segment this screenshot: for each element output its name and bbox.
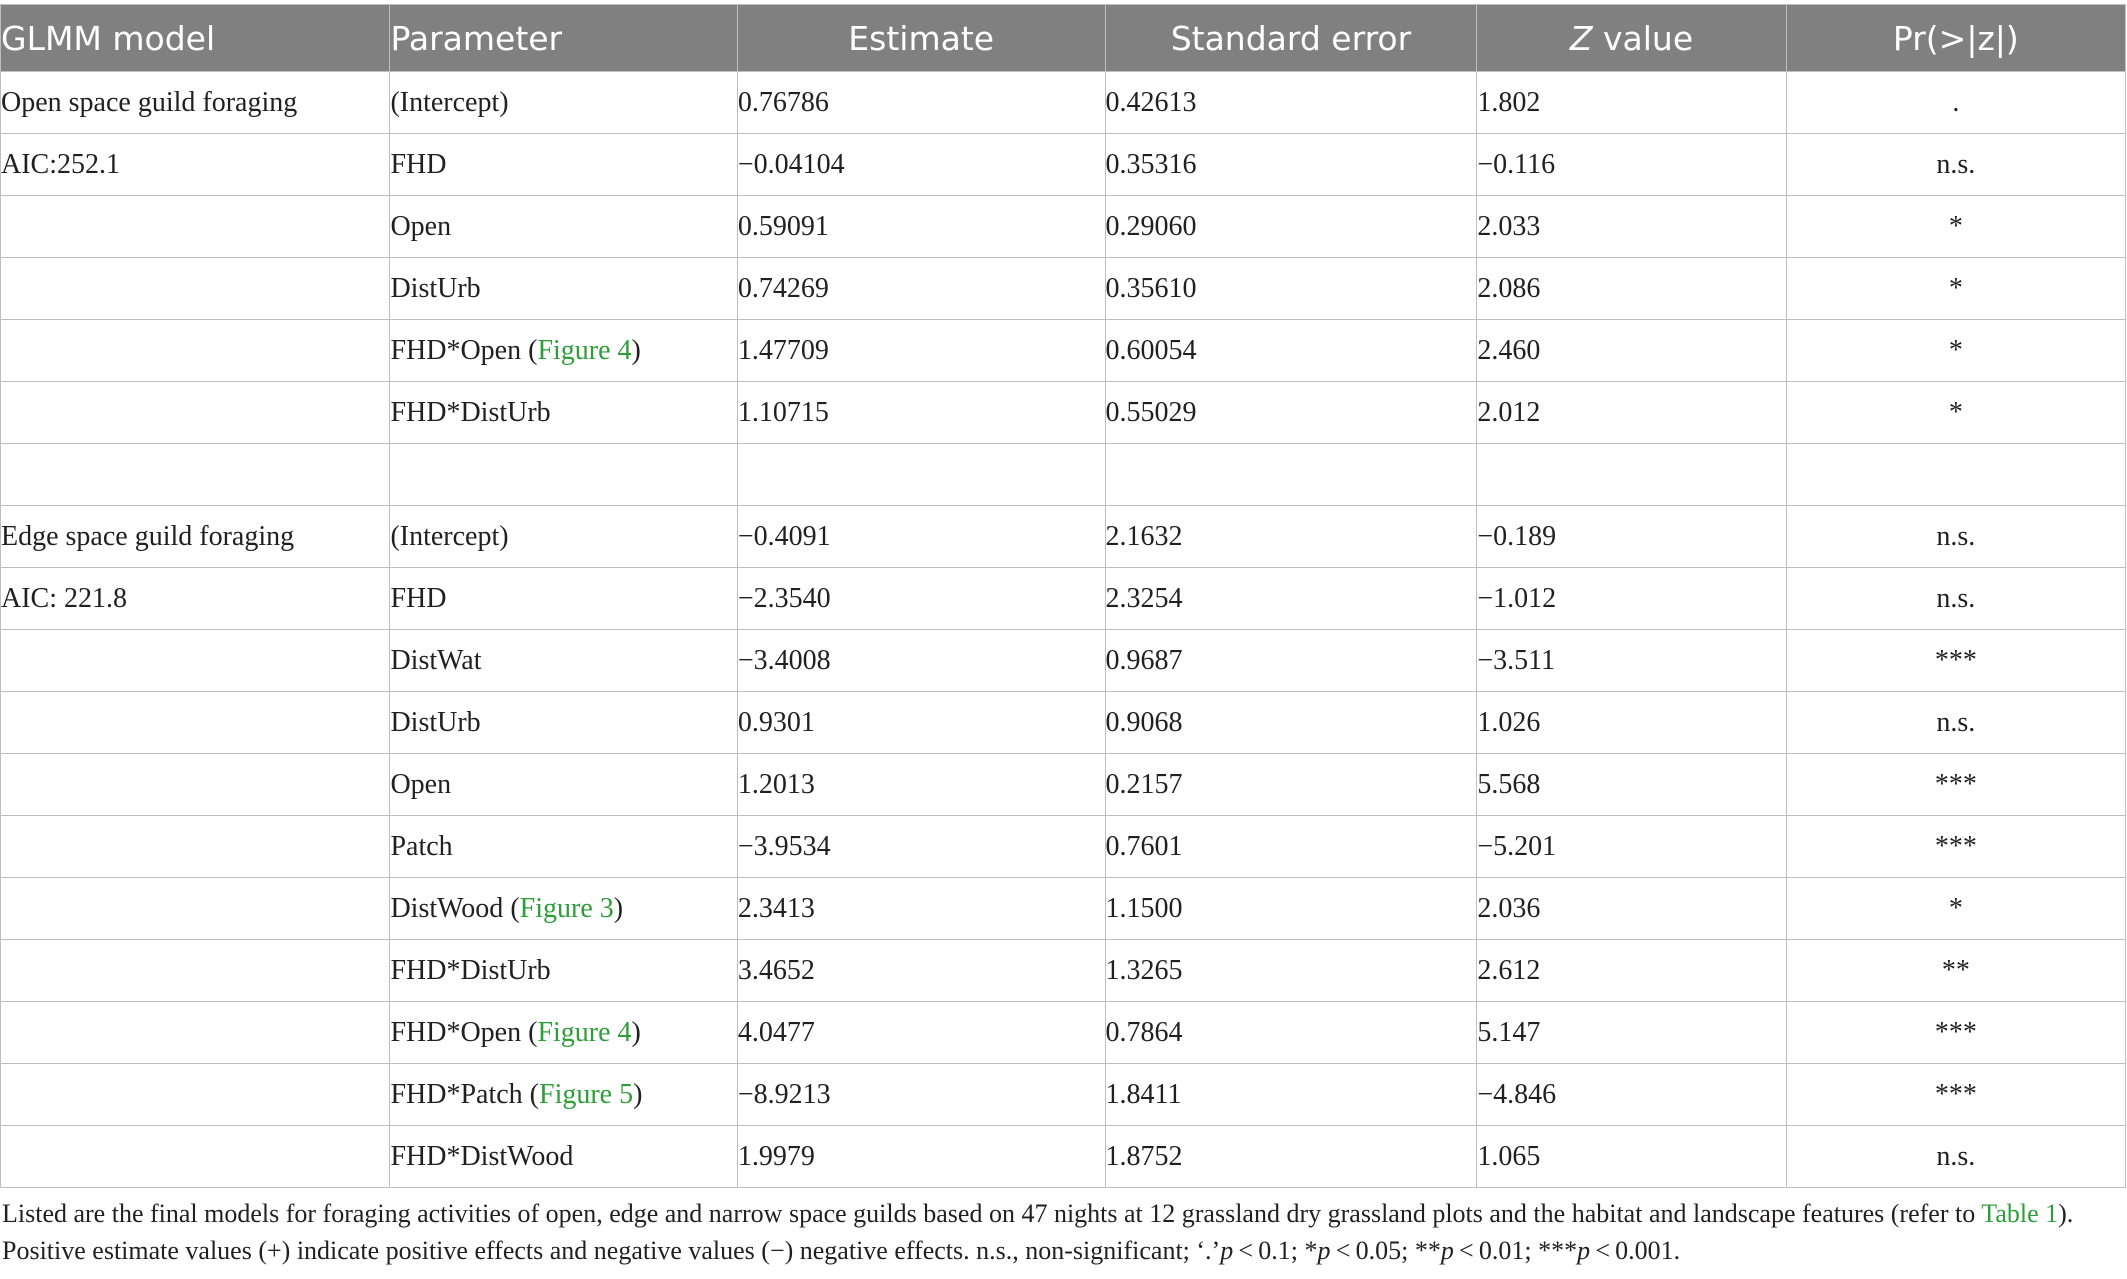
cell-pr: n.s. (1786, 506, 2125, 568)
cell-parameter (390, 940, 737, 1002)
cell-standard-error: 1.8752 (1105, 1126, 1477, 1188)
header-parameter: Parameter (390, 5, 737, 72)
cell-z-value: 1.026 (1477, 692, 1786, 754)
cell-estimate: −8.9213 (737, 1064, 1105, 1126)
cell-pr: n.s. (1786, 134, 2125, 196)
cell-z-value: 2.012 (1477, 382, 1786, 444)
figure-link[interactable]: Figure 5 (539, 1078, 634, 1110)
footnote-threshold-4: < 0.001. (1590, 1236, 1681, 1265)
cell-model (1, 444, 390, 506)
cell-pr: n.s. (1786, 1126, 2125, 1188)
cell-standard-error (1105, 444, 1477, 506)
table-footnote (2, 1195, 2112, 1269)
cell-pr: * (1786, 196, 2125, 258)
header-glmm-model: GLMM model (1, 5, 390, 72)
footnote-table-link[interactable]: Table 1 (1981, 1199, 2059, 1228)
cell-estimate (737, 444, 1105, 506)
header-standard-error: Standard error (1105, 5, 1477, 72)
cell-pr (1786, 444, 2125, 506)
cell-parameter: DistWood (Figure 3) (390, 878, 737, 940)
cell-pr: *** (1786, 630, 2125, 692)
cell-z-value (1477, 444, 1786, 506)
cell-parameter (390, 568, 737, 630)
cell-z-value: 2.612 (1477, 940, 1786, 1002)
cell-pr: n.s. (1786, 568, 2125, 630)
parameter-name: FHD*Open (390, 334, 522, 366)
cell-standard-error: 1.3265 (1105, 940, 1477, 1002)
parameter-name: FHD*DistWood (390, 1140, 574, 1172)
cell-model (1, 816, 390, 878)
cell-pr: ** (1786, 940, 2125, 1002)
cell-model (1, 1126, 390, 1188)
parameter-name: DistUrb (390, 706, 481, 738)
header-z-value (1477, 5, 1786, 72)
cell-pr: *** (1786, 816, 2125, 878)
cell-parameter (390, 1126, 737, 1188)
cell-estimate: 1.2013 (737, 754, 1105, 816)
cell-model (1, 630, 390, 692)
figure-link[interactable]: Figure 4 (537, 334, 632, 366)
table-row (1, 134, 2126, 196)
cell-z-value: 2.033 (1477, 196, 1786, 258)
cell-estimate: 1.9979 (737, 1126, 1105, 1188)
parameter-name: FHD*Patch (390, 1078, 523, 1110)
cell-pr: * (1786, 382, 2125, 444)
cell-pr: *** (1786, 1002, 2125, 1064)
cell-model (1, 320, 390, 382)
cell-estimate: −3.4008 (737, 630, 1105, 692)
cell-parameter (390, 630, 737, 692)
cell-model (1, 1064, 390, 1126)
table-row (1, 258, 2126, 320)
cell-standard-error: 0.9687 (1105, 630, 1477, 692)
cell-standard-error: 0.35316 (1105, 134, 1477, 196)
cell-pr: *** (1786, 1064, 2125, 1126)
parameter-name: FHD (390, 582, 447, 614)
cell-model (1, 878, 390, 940)
cell-parameter (390, 506, 737, 568)
cell-z-value: −4.846 (1477, 1064, 1786, 1126)
cell-parameter: FHD*Open (Figure 4) (390, 320, 737, 382)
table-row (1, 568, 2126, 630)
cell-standard-error: 0.2157 (1105, 754, 1477, 816)
cell-parameter (390, 692, 737, 754)
footnote-threshold-1: < 0.1; * (1233, 1236, 1318, 1265)
cell-z-value: 2.086 (1477, 258, 1786, 320)
header-z-letter: Z (1569, 18, 1593, 58)
cell-parameter (390, 134, 737, 196)
parameter-name: Open (390, 210, 452, 242)
cell-standard-error: 0.7601 (1105, 816, 1477, 878)
cell-estimate: 1.10715 (737, 382, 1105, 444)
parameter-name: (Intercept) (390, 520, 509, 552)
cell-estimate: 0.9301 (737, 692, 1105, 754)
cell-z-value: −0.116 (1477, 134, 1786, 196)
parameter-name: Patch (390, 830, 453, 862)
cell-standard-error: 2.3254 (1105, 568, 1477, 630)
table-row (1, 940, 2126, 1002)
cell-parameter (390, 72, 737, 134)
cell-pr: * (1786, 258, 2125, 320)
cell-parameter (390, 754, 737, 816)
table-row (1, 320, 2126, 382)
cell-estimate: 1.47709 (737, 320, 1105, 382)
cell-z-value: −1.012 (1477, 568, 1786, 630)
cell-model (1, 940, 390, 1002)
footnote-threshold-2: < 0.05; ** (1330, 1236, 1441, 1265)
figure-link[interactable]: Figure 3 (519, 892, 614, 924)
table-row (1, 1002, 2126, 1064)
cell-parameter (390, 258, 737, 320)
table-row (1, 1064, 2126, 1126)
cell-z-value: 5.568 (1477, 754, 1786, 816)
figure-link[interactable]: Figure 4 (537, 1016, 632, 1048)
footnote-p-4: p (1577, 1236, 1591, 1265)
cell-standard-error: 0.55029 (1105, 382, 1477, 444)
cell-z-value: −0.189 (1477, 506, 1786, 568)
cell-z-value: −5.201 (1477, 816, 1786, 878)
cell-estimate: 0.59091 (737, 196, 1105, 258)
parameter-name: FHD (390, 148, 447, 180)
cell-model (1, 382, 390, 444)
cell-model: AIC:252.1 (1, 134, 390, 196)
cell-estimate: 3.4652 (737, 940, 1105, 1002)
parameter-name: FHD*DistUrb (390, 954, 551, 986)
table-row (1, 816, 2126, 878)
cell-model: Open space guild foraging (1, 72, 390, 134)
cell-z-value: 2.036 (1477, 878, 1786, 940)
header-row (1, 5, 2126, 72)
cell-model (1, 754, 390, 816)
parameter-name: Open (390, 768, 452, 800)
cell-parameter (390, 196, 737, 258)
cell-estimate: −0.4091 (737, 506, 1105, 568)
cell-estimate: −3.9534 (737, 816, 1105, 878)
cell-standard-error: 0.29060 (1105, 196, 1477, 258)
header-z-suffix: value (1592, 18, 1694, 58)
cell-estimate: −2.3540 (737, 568, 1105, 630)
cell-z-value: 2.460 (1477, 320, 1786, 382)
parameter-name: DistWood (390, 892, 504, 924)
footnote-p-3: p (1440, 1236, 1454, 1265)
cell-estimate: 2.3413 (737, 878, 1105, 940)
table-row (1, 444, 2126, 506)
table-body (1, 72, 2126, 1188)
footnote-p-1: p (1220, 1236, 1234, 1265)
cell-parameter: FHD*Patch (Figure 5) (390, 1064, 737, 1126)
footnote-text-2: ). Positive estimate values (+) indicate positive effects and negative values (−) negative effects. n.s., non-significant; ‘.’ (2, 1199, 2074, 1265)
cell-pr: . (1786, 72, 2125, 134)
cell-standard-error: 1.8411 (1105, 1064, 1477, 1126)
cell-estimate: 4.0477 (737, 1002, 1105, 1064)
cell-model (1, 692, 390, 754)
cell-model (1, 196, 390, 258)
cell-parameter (390, 444, 737, 506)
header-estimate: Estimate (737, 5, 1105, 72)
cell-pr: * (1786, 878, 2125, 940)
footnote-p-2: p (1317, 1236, 1331, 1265)
parameter-name: DistUrb (390, 272, 481, 304)
cell-standard-error: 0.35610 (1105, 258, 1477, 320)
cell-model (1, 1002, 390, 1064)
cell-model: Edge space guild foraging (1, 506, 390, 568)
cell-pr: *** (1786, 754, 2125, 816)
table-row (1, 754, 2126, 816)
cell-pr: * (1786, 320, 2125, 382)
cell-z-value: −3.511 (1477, 630, 1786, 692)
cell-model (1, 258, 390, 320)
parameter-name: DistWat (390, 644, 482, 676)
parameter-name: FHD*DistUrb (390, 396, 551, 428)
cell-standard-error: 1.1500 (1105, 878, 1477, 940)
footnote-threshold-3: < 0.01; *** (1453, 1236, 1578, 1265)
table-row (1, 72, 2126, 134)
glmm-table-container (0, 4, 2127, 1188)
cell-parameter (390, 816, 737, 878)
table-row (1, 506, 2126, 568)
cell-z-value: 1.802 (1477, 72, 1786, 134)
table-row (1, 1126, 2126, 1188)
cell-estimate: 0.74269 (737, 258, 1105, 320)
table-row (1, 692, 2126, 754)
header-pr: Pr(>|z|) (1786, 5, 2125, 72)
cell-parameter: FHD*Open (Figure 4) (390, 1002, 737, 1064)
parameter-name: (Intercept) (390, 86, 509, 118)
glmm-results-table (0, 4, 2126, 1188)
parameter-name: FHD*Open (390, 1016, 522, 1048)
table-row (1, 382, 2126, 444)
cell-model: AIC: 221.8 (1, 568, 390, 630)
table-row (1, 878, 2126, 940)
cell-standard-error: 0.9068 (1105, 692, 1477, 754)
cell-estimate: 0.76786 (737, 72, 1105, 134)
cell-estimate: −0.04104 (737, 134, 1105, 196)
table-row (1, 630, 2126, 692)
cell-standard-error: 0.42613 (1105, 72, 1477, 134)
cell-z-value: 1.065 (1477, 1126, 1786, 1188)
footnote-text-1: Listed are the final models for foraging activities of open, edge and narrow space guilds based on 47 nights at 12 grassland dry grassland plots and the habitat and landscape features (refer to (2, 1199, 1982, 1228)
table-row (1, 196, 2126, 258)
cell-standard-error: 2.1632 (1105, 506, 1477, 568)
cell-parameter (390, 382, 737, 444)
cell-standard-error: 0.7864 (1105, 1002, 1477, 1064)
cell-standard-error: 0.60054 (1105, 320, 1477, 382)
cell-z-value: 5.147 (1477, 1002, 1786, 1064)
cell-pr: n.s. (1786, 692, 2125, 754)
